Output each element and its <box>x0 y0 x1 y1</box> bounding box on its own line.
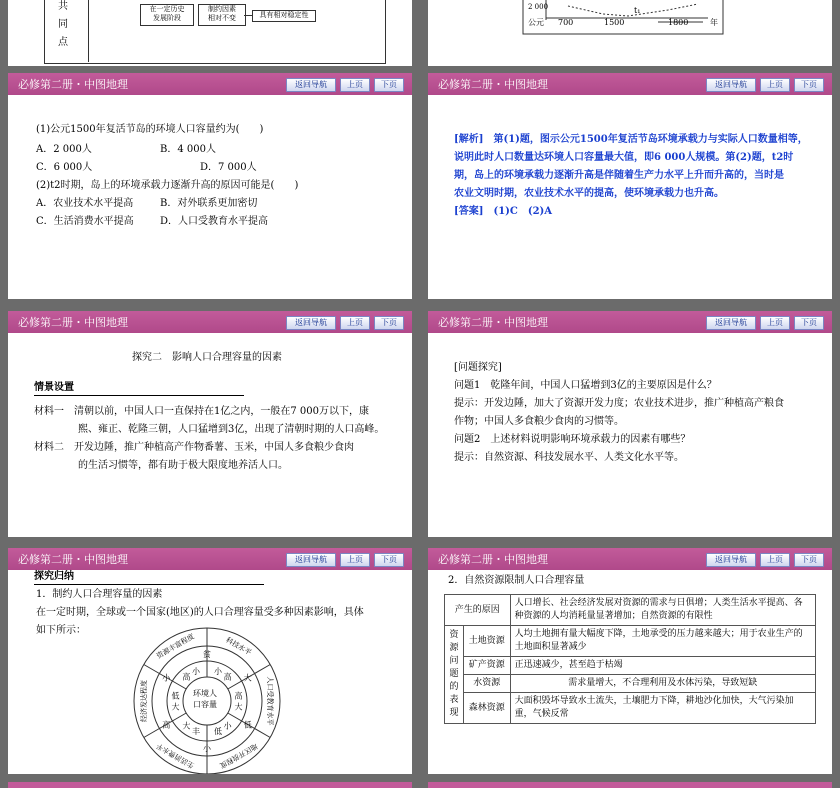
next-page-button[interactable]: 下页 <box>374 553 404 567</box>
option-1c: C．6 000人 <box>36 162 93 173</box>
option-1a: A．2 000人 <box>36 144 92 155</box>
wheel-outer-label: 经济发达程度 <box>140 680 148 722</box>
arrow-line <box>244 15 252 16</box>
wheel-inner-label: 小 <box>203 744 211 753</box>
analysis-line-4: 农业文明时期，农业技术水平的提高，使环境承载力也升高。 <box>454 188 724 199</box>
row-name: 土地资源 <box>464 626 511 657</box>
wheel-inner-label: 低 <box>171 691 180 701</box>
next-page-button[interactable]: 下页 <box>794 316 824 330</box>
x-tick-3: 1800 <box>668 18 689 27</box>
slide-table <box>428 548 832 774</box>
wheel-inner-label: 高 <box>223 672 232 682</box>
wheel-inner-label: 小 <box>223 721 232 731</box>
answer-line: [答案] (1)C (2)A <box>454 206 553 217</box>
diagram-box-stable: 具有相对稳定性 <box>252 10 316 22</box>
row-text: 正迅速减少，甚至趋于枯竭 <box>510 657 815 675</box>
option-2b: B．对外联系更加密切 <box>160 198 258 209</box>
summary-heading: 1．制约人口合理容量的因素 <box>36 589 163 600</box>
header-title: 必修第二册・中图地理 <box>18 553 128 566</box>
row-text: 大面积毁坏导致水土流失，土壤肥力下降，耕地沙化加快，大气污染加重，气候反常 <box>510 693 815 724</box>
wheel-outer-label: 人口受教育水平 <box>266 676 274 726</box>
prev-page-button[interactable]: 上页 <box>760 316 790 330</box>
wheel-inner-label: 小 <box>213 666 222 676</box>
wheel-outer-label: 资源丰富程度 <box>155 632 196 661</box>
slide-header <box>8 548 412 570</box>
nav-back-button[interactable]: 返回导航 <box>286 553 336 567</box>
option-2d: D．人口受教育水平提高 <box>160 216 269 227</box>
diagram-box-era: 在一定历史 发展阶段 <box>140 4 194 26</box>
explore-title: 探究二 影响人口合理容量的因素 <box>132 352 282 363</box>
wheel-inner-label: 小 <box>162 673 171 683</box>
nav-back-button[interactable]: 返回导航 <box>706 553 756 567</box>
nav-back-button[interactable]: 返回导航 <box>286 78 336 92</box>
question-1: (1)公元1500年复活节岛的环境人口容量约为( ) <box>36 124 264 135</box>
wheel-inner-label: 高 <box>182 672 191 682</box>
row-text: 需求量增大，不合理利用及水体污染，导致短缺 <box>510 675 815 693</box>
nav-back-button[interactable]: 返回导航 <box>706 78 756 92</box>
option-1b: B．4 000人 <box>160 144 216 155</box>
resource-table <box>444 594 816 724</box>
material-1-line-1: 材料一 清朝以前，中国人口一直保持在1亿之内，一般在7 000万以下，康 <box>34 406 369 417</box>
prev-page-button[interactable]: 上页 <box>340 316 370 330</box>
next-page-button[interactable]: 下页 <box>794 78 824 92</box>
wheel-inner-label: 大 <box>243 673 252 683</box>
nav-back-button[interactable]: 返回导航 <box>706 316 756 330</box>
next-page-button[interactable]: 下页 <box>374 316 404 330</box>
col-label-3: 点 <box>58 37 68 48</box>
wheel-inner-label: 低 <box>243 720 252 730</box>
summary-line-2: 如下所示： <box>36 625 86 636</box>
option-2a: A．农业技术水平提高 <box>36 198 134 209</box>
cause-label: 产生的原因 <box>445 595 511 626</box>
row-name: 矿产资源 <box>464 657 511 675</box>
slide-header <box>428 311 832 333</box>
summary-tag: 探究归纳 <box>34 570 264 585</box>
option-2c: C．生活消费水平提高 <box>36 216 134 227</box>
population-chart <box>428 0 832 66</box>
x-tick-2: 1500 <box>604 18 625 27</box>
x-tick-0: 公元 <box>528 18 544 27</box>
table-heading: 2．自然资源限制人口合理容量 <box>448 575 585 586</box>
t1-label: t₁ <box>634 6 641 15</box>
wheel-inner-label: 大 <box>234 702 243 712</box>
slide-header <box>8 311 412 333</box>
hint-line-1: 提示：开发边陲，加大了资源开发力度；农业技术进步，推广种植高产粮食 <box>454 398 784 409</box>
wheel-inner-label: 小 <box>192 666 201 676</box>
next-page-button[interactable]: 下页 <box>374 78 404 92</box>
analysis-line-3: 期，岛上的环境承载力逐渐升高是伴随着生产力水平上升而升高的，当时是 <box>454 170 784 181</box>
slide-header <box>428 73 832 95</box>
row-name: 森林资源 <box>464 693 511 724</box>
header-title: 必修第二册・中图地理 <box>438 78 548 91</box>
group-label: 资源问题的表现 <box>445 626 464 724</box>
option-1d: D．7 000人 <box>200 162 257 173</box>
wheel-inner-label: 丰 <box>192 727 201 737</box>
material-1-line-2: 熙、雍正、乾隆三朝，人口猛增到3亿，出现了清朝时期的人口高峰。 <box>78 424 385 435</box>
material-2-line-2: 的生活习惯等，都有助于极大限度地养活人口。 <box>78 460 288 471</box>
nav-back-button[interactable]: 返回导航 <box>286 316 336 330</box>
inquiry-tag: [问题探究] <box>454 362 502 373</box>
question-2: (2)t2时期，岛上的环境承载力逐渐升高的原因可能是( ) <box>36 180 299 191</box>
wheel-inner-label: 高 <box>234 691 243 701</box>
wheel-center: 环境人 口容量 <box>193 689 217 709</box>
hint-line-3: 提示：自然资源、科技发展水平、人类文化水平等。 <box>454 452 684 463</box>
wheel-outer-label: 科技水平 <box>224 635 253 657</box>
col-label-1: 共 <box>58 1 68 12</box>
prev-page-button[interactable]: 上页 <box>760 553 790 567</box>
diagram-box-factors: 制约因素 相对不变 <box>198 4 246 26</box>
slide-header <box>8 73 412 95</box>
slide-explore <box>8 311 412 537</box>
col-label-2: 同 <box>58 19 68 30</box>
x-tick-1: 700 <box>558 18 574 27</box>
slide-top-right <box>428 0 832 66</box>
wheel-inner-label: 大 <box>171 702 180 712</box>
cause-text: 人口增长、社会经济发展对资源的需求与日俱增；人类生活水平提高、各种资源的人均消耗量显著增加；自然资源的有限性 <box>510 595 815 626</box>
wheel-inner-label: 低 <box>213 727 222 737</box>
slide-top-left <box>8 0 412 66</box>
wheel-outer-label: 生活消费水平 <box>155 741 196 770</box>
diagram-divider <box>88 0 89 62</box>
next-slide-strip-right <box>428 782 832 788</box>
prev-page-button[interactable]: 上页 <box>760 78 790 92</box>
next-page-button[interactable]: 下页 <box>794 553 824 567</box>
x-tick-4: 年 <box>710 18 718 27</box>
slide-inquiry <box>428 311 832 537</box>
question-line-2: 问题2 上述材料说明影响环境承载力的因素有哪些？ <box>454 434 691 445</box>
slide-answer <box>428 73 832 299</box>
wheel-inner-label: 高 <box>162 720 171 730</box>
prev-page-button[interactable]: 上页 <box>340 78 370 92</box>
analysis-line-1: [解析] 第(1)题，图示公元1500年复活节岛环境承载力与实际人口数量相等， <box>454 134 808 145</box>
next-slide-strip-left <box>8 782 412 788</box>
row-text: 人均土地拥有量大幅度下降，土地承受的压力越来越大；用于农业生产的土地面积显著减少 <box>510 626 815 657</box>
row-name: 水资源 <box>464 675 511 693</box>
material-2-line-1: 材料二 开发边陲，推广种植高产作物番薯、玉米，中国人多食粮少食肉 <box>34 442 354 453</box>
summary-line-1: 在一定时期，全球或一个国家(地区)的人口合理容量受多种因素影响，具体 <box>36 607 364 618</box>
scenario-tag: 情景设置 <box>34 381 244 396</box>
analysis-line-2: 说明此时人口数量达环境人口容量最大值，即6 000人规模。第(2)题，t2时 <box>454 152 794 163</box>
header-title: 必修第二册・中图地理 <box>18 78 128 91</box>
hint-line-2: 作物；中国人多食粮少食肉的习惯等。 <box>454 416 624 427</box>
slide-question <box>8 73 412 299</box>
slide-header <box>428 548 832 570</box>
question-line-1: 问题1 乾隆年间，中国人口猛增到3亿的主要原因是什么？ <box>454 380 717 391</box>
wheel-inner-label: 贫 <box>203 650 211 659</box>
wheel-outer-label: 地区开放程度 <box>218 741 259 770</box>
wheel-inner-label: 大 <box>182 721 191 731</box>
header-title: 必修第二册・中图地理 <box>438 553 548 566</box>
slide-summary <box>8 548 412 774</box>
prev-page-button[interactable]: 上页 <box>340 553 370 567</box>
y-tick: 2 000 <box>528 3 549 11</box>
header-title: 必修第二册・中图地理 <box>438 316 548 329</box>
header-title: 必修第二册・中图地理 <box>18 316 128 329</box>
